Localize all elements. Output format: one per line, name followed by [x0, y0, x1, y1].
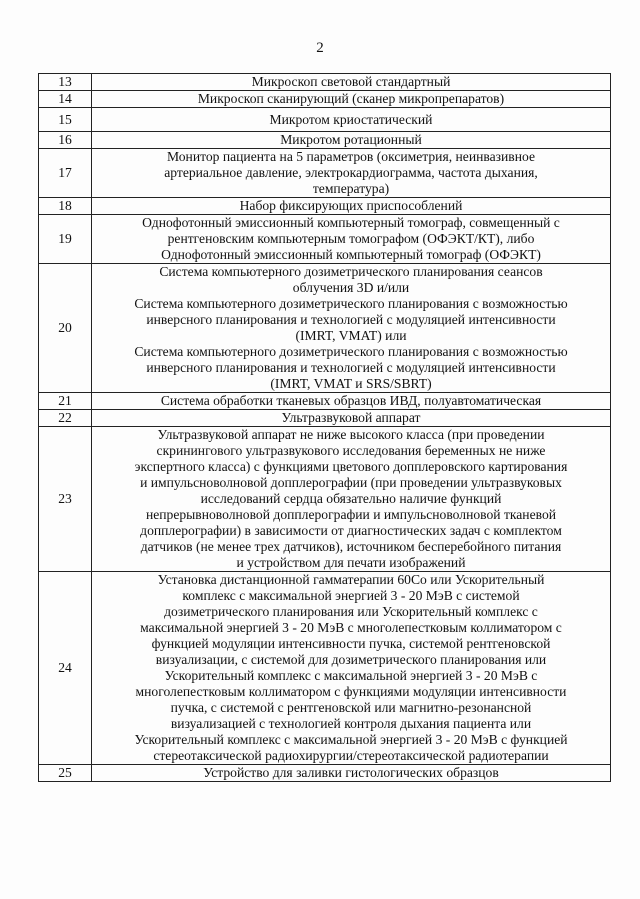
row-text: Система компьютерного дозиметрического планирования сеансов облучения 3D и/или Система компьютерного дозиметрического планирования с возможностью инверсного планирования и технологией с модуляцией интенсивности (IMRT, VMAT) или Система компьютерного дозиметрического планирования с возможностью инверсного планирования и технологией с модуляцией интенсивности (IMRT, VMAT и SRS/SBRT) [92, 264, 611, 393]
table-row [39, 108, 611, 132]
row-number: 21 [39, 393, 92, 410]
table-row [39, 215, 611, 264]
row-text: Монитор пациента на 5 параметров (оксиметрия, неинвазивное артериальное давление, электрокардиограмма, частота дыхания, температура) [92, 149, 611, 198]
table-row [39, 198, 611, 215]
row-number: 25 [39, 765, 92, 782]
row-text: Микротом ротационный [92, 132, 611, 149]
page-number: 2 [316, 40, 324, 56]
table-row [39, 264, 611, 393]
table-row [39, 74, 611, 91]
row-number: 18 [39, 198, 92, 215]
row-text: Однофотонный эмиссионный компьютерный томограф, совмещенный с рентгеновским компьютерным томографом (ОФЭКТ/КТ), либо Однофотонный эмиссионный компьютерный томограф (ОФЭКТ) [92, 215, 611, 264]
row-text: Набор фиксирующих приспособлений [92, 198, 611, 215]
table-row [39, 410, 611, 427]
row-text: Микроскоп сканирующий (сканер микропрепаратов) [92, 91, 611, 108]
row-text: Система обработки тканевых образцов ИВД, полуавтоматическая [92, 393, 611, 410]
row-text: Микроскоп световой стандартный [92, 74, 611, 91]
row-text: Ультразвуковой аппарат не ниже высокого класса (при проведении скринингового ультразвукового исследования беременных не ниже экспертного класса) с функциями цветового допплеровского картирования и импульсноволновой допплерографии (при проведении ультразвуковых исследований сердца обязательно наличие функций непрерывноволновой допплерографии и импульсноволновой тканевой допплерографии) в зависимости от диагностических задач с комплектом датчиков (не менее трех датчиков), источником бесперебойного питания и устройством для печати изображений [92, 427, 611, 572]
row-text: Устройство для заливки гистологических образцов [92, 765, 611, 782]
row-number: 20 [39, 264, 92, 393]
row-text: Микротом криостатический [92, 108, 611, 132]
table-row [39, 91, 611, 108]
row-number: 14 [39, 91, 92, 108]
table-row [39, 572, 611, 765]
table-row [39, 132, 611, 149]
row-text: Установка дистанционной гамматерапии 60Со или Ускорительный комплекс с максимальной энергией 3 - 20 МэВ с системой дозиметрического планирования или Ускорительный комплекс с максимальной энергией 3 - 20 МэВ с многолепестковым коллиматором с функцией модуляции интенсивности пучка, системой рентгеновской визуализации, с системой для дозиметрического планирования или Ускорительный комплекс с максимальной энергией 3 - 20 МэВ с многолепестковым коллиматором с функциями модуляции интенсивности пучка, с системой с рентгеновской или магнитно-резонансной визуализацией с технологией контроля дыхания пациента или Ускорительный комплекс с максимальной энергией 3 - 20 МэВ с функцией стереотаксической радиохирургии/стереотаксической радиотерапии [92, 572, 611, 765]
equipment-table [38, 73, 611, 782]
table-row [39, 149, 611, 198]
table-row [39, 427, 611, 572]
table-row [39, 765, 611, 782]
row-number: 13 [39, 74, 92, 91]
row-number: 19 [39, 215, 92, 264]
table-row [39, 393, 611, 410]
row-number: 16 [39, 132, 92, 149]
row-number: 15 [39, 108, 92, 132]
row-number: 22 [39, 410, 92, 427]
row-text: Ультразвуковой аппарат [92, 410, 611, 427]
row-number: 24 [39, 572, 92, 765]
row-number: 23 [39, 427, 92, 572]
row-number: 17 [39, 149, 92, 198]
